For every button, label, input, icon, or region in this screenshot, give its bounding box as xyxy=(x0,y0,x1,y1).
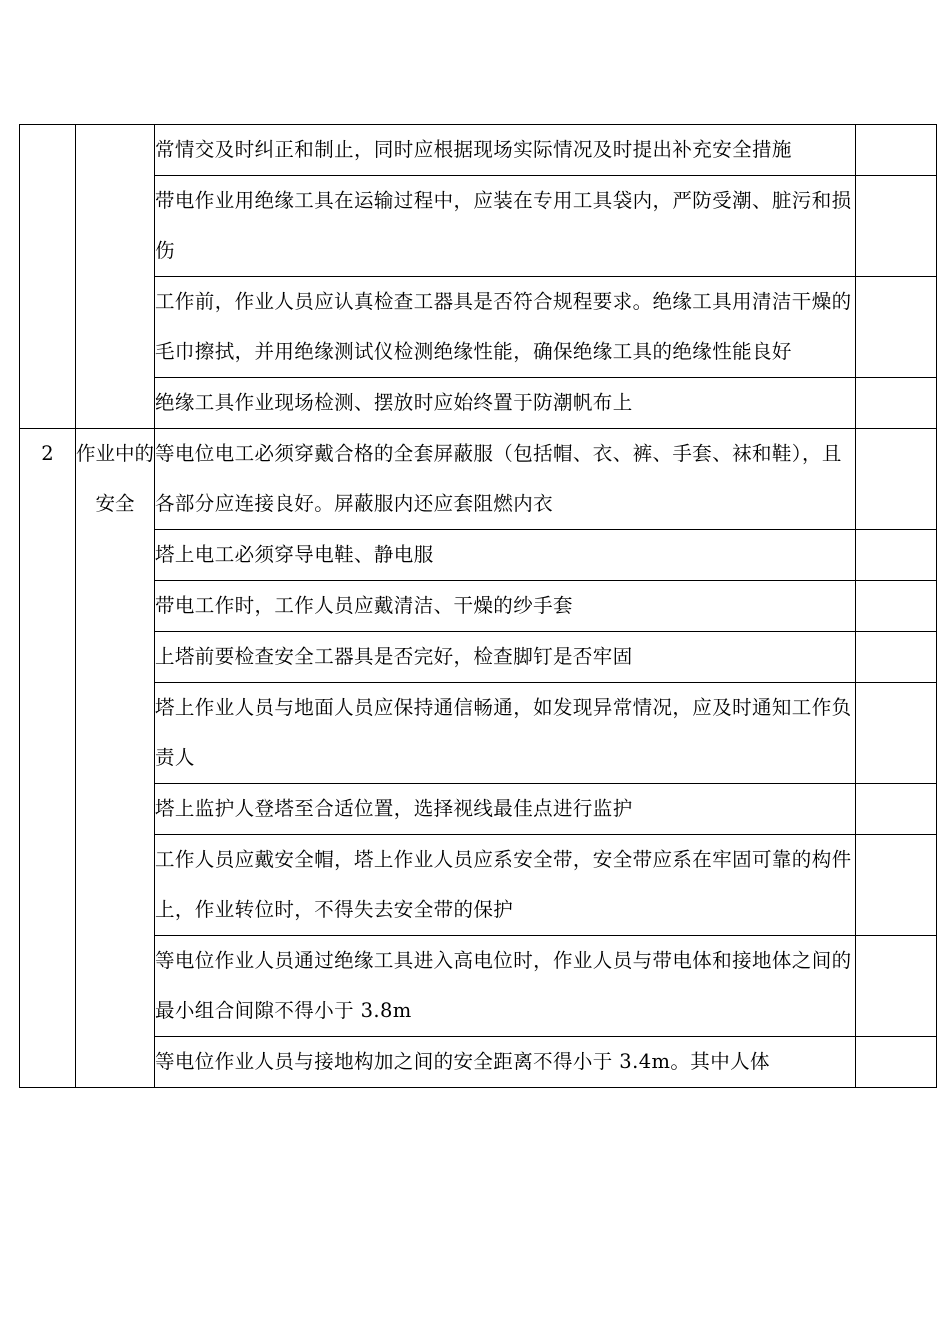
measure-text: 上塔前要检查安全工器具是否完好，检查脚钉是否牢固 xyxy=(155,632,856,683)
item-number-cell xyxy=(20,125,76,429)
check-cell xyxy=(856,378,937,429)
measure-text: 带电工作时，工作人员应戴清洁、干燥的纱手套 xyxy=(155,581,856,632)
measure-text: 等电位作业人员与接地构加之间的安全距离不得小于 3.4m。其中人体 xyxy=(155,1037,856,1088)
table-row xyxy=(20,936,937,1037)
table-row xyxy=(20,683,937,784)
measure-text: 塔上作业人员与地面人员应保持通信畅通，如发现异常情况，应及时通知工作负责人 xyxy=(155,683,856,784)
measure-text: 等电位电工必须穿戴合格的全套屏蔽服（包括帽、衣、裤、手套、袜和鞋），且各部分应连接良好。屏蔽服内还应套阻燃内衣 xyxy=(155,429,856,530)
measure-text: 塔上电工必须穿导电鞋、静电服 xyxy=(155,530,856,581)
item-number-cell: 2 xyxy=(20,429,76,1088)
safety-measures-table xyxy=(19,124,937,1088)
check-cell xyxy=(856,835,937,936)
check-cell xyxy=(856,581,937,632)
table-row xyxy=(20,784,937,835)
table-row xyxy=(20,632,937,683)
check-cell xyxy=(856,176,937,277)
measure-text: 常情交及时纠正和制止，同时应根据现场实际情况及时提出补充安全措施 xyxy=(155,125,856,176)
measure-text: 工作前，作业人员应认真检查工器具是否符合规程要求。绝缘工具用清洁干燥的毛巾擦拭，并用绝缘测试仪检测绝缘性能，确保绝缘工具的绝缘性能良好 xyxy=(155,277,856,378)
table-row xyxy=(20,378,937,429)
table-row xyxy=(20,429,937,530)
table-row xyxy=(20,277,937,378)
measure-text: 带电作业用绝缘工具在运输过程中，应装在专用工具袋内，严防受潮、脏污和损伤 xyxy=(155,176,856,277)
measure-text: 工作人员应戴安全帽，塔上作业人员应系安全带，安全带应系在牢固可靠的构件上，作业转位时，不得失去安全带的保护 xyxy=(155,835,856,936)
measure-text: 塔上监护人登塔至合适位置，选择视线最佳点进行监护 xyxy=(155,784,856,835)
check-cell xyxy=(856,1037,937,1088)
check-cell xyxy=(856,936,937,1037)
table-row xyxy=(20,125,937,176)
check-cell xyxy=(856,683,937,784)
table-row xyxy=(20,835,937,936)
table-row xyxy=(20,176,937,277)
table-row xyxy=(20,1037,937,1088)
check-cell xyxy=(856,125,937,176)
table-row xyxy=(20,581,937,632)
measure-text: 等电位作业人员通过绝缘工具进入高电位时，作业人员与带电体和接地体之间的最小组合间隙不得小于 3.8m xyxy=(155,936,856,1037)
table-row xyxy=(20,530,937,581)
check-cell xyxy=(856,429,937,530)
item-category-cell: 作业中的安全 xyxy=(76,429,155,1088)
check-cell xyxy=(856,530,937,581)
measure-text: 绝缘工具作业现场检测、摆放时应始终置于防潮帆布上 xyxy=(155,378,856,429)
check-cell xyxy=(856,784,937,835)
check-cell xyxy=(856,632,937,683)
check-cell xyxy=(856,277,937,378)
item-category-cell xyxy=(76,125,155,429)
